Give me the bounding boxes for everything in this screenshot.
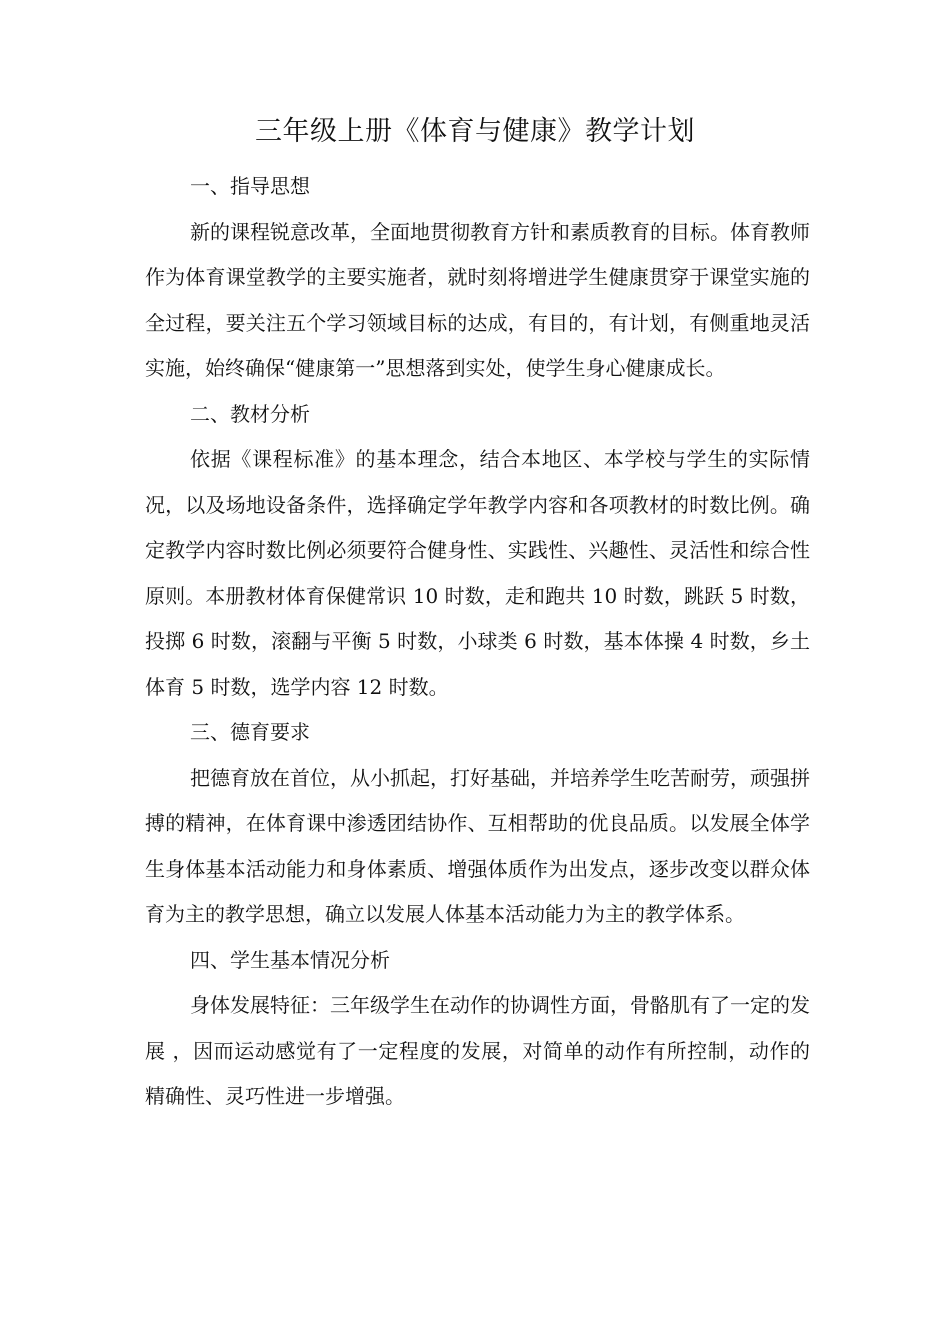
section-paragraph-textbook-analysis: 依据《课程标准》的基本理念，结合本地区、本学校与学生的实际情况，以及场地设备条件，选择确定学年教学内容和各项教材的时数比例。确定教学内容时数比例必须要符合健身性、实践性、兴趣性、灵活性和综合性原则。本册教材体育保健常识 10 时数，走和跑共 10 时数，跳跃 5 时数，投掷 6 时数，滚翻与平衡 5 时数，小球类 6 时数，基本体操 4 时数，乡土体育 5 时数，选学内容 12 时数。: [145, 447, 810, 699]
section-paragraph-student-analysis: 身体发展特征：三年级学生在动作的协调性方面，骨骼肌有了一定的发展 ，因而运动感觉有了一定程度的发展，对简单的动作有所控制，动作的精确性、灵巧性进一步增强。: [145, 993, 810, 1108]
section-paragraph-guiding-ideology: 新的课程锐意改革，全面地贯彻教育方针和素质教育的目标。体育教师作为体育课堂教学的主要实施者，就时刻将增进学生健康贯穿于课堂实施的全过程，要关注五个学习领域目标的达成，有目的，有计划，有侧重地灵活实施，始终确保“健康第一”思想落到实处，使学生身心健康成长。: [145, 219, 810, 380]
document-body: [145, 164, 810, 1120]
section-heading-student-analysis: 四、学生基本情况分析: [190, 947, 390, 972]
section-heading-guiding-ideology: 一、指导思想: [190, 174, 310, 198]
section-paragraph-moral-education: 把德育放在首位，从小抓起，打好基础，并培养学生吃苦耐劳，顽强拼搏的精神，在体育课中渗透团结协作、互相帮助的优良品质。以发展全体学生身体基本活动能力和身体素质、增强体质作为出发点，逐步改变以群众体育为主的教学思想，确立以发展人体基本活动能力为主的教学体系。: [145, 765, 810, 926]
section-heading-textbook-analysis: 二、教材分析: [190, 401, 310, 426]
section-heading-moral-education: 三、德育要求: [190, 720, 310, 744]
document-title: 三年级上册《体育与健康》教学计划: [255, 116, 695, 147]
